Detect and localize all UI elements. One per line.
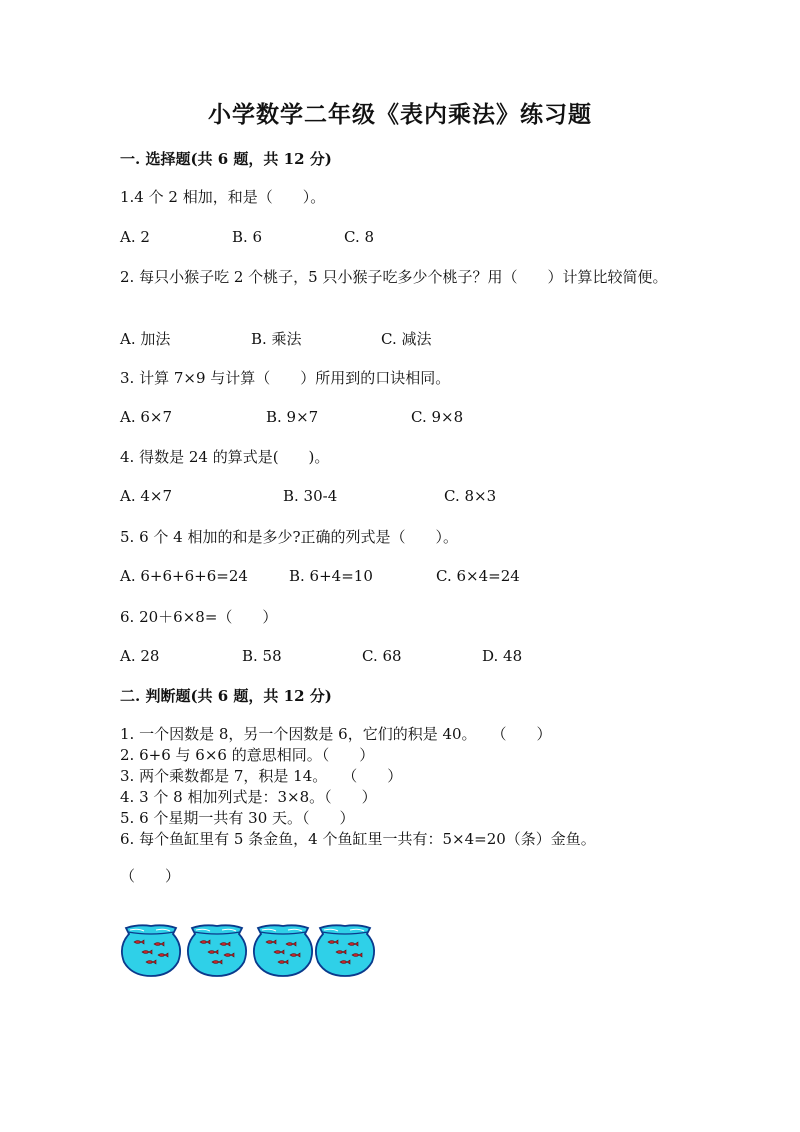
fishbowl-3: [254, 925, 312, 976]
option-1c: C. 8: [344, 228, 375, 246]
question-4: 4. 得数是 24 的算式是( )。: [120, 448, 330, 466]
judgement-item-6: 6. 每个鱼缸里有 5 条金鱼，4 个鱼缸里一共有：5×4=20（条）金鱼。: [120, 830, 596, 848]
option-5a: A. 6+6+6+6=24: [120, 567, 248, 585]
option-5c: C. 6×4=24: [436, 567, 520, 585]
section-heading-choice: 一. 选择题(共 6 题，共 12 分): [120, 150, 332, 168]
option-1b: B. 6: [232, 228, 263, 246]
section-heading-judgement: 二. 判断题(共 6 题，共 12 分): [120, 687, 332, 705]
judgement-item-1: 1. 一个因数是 8，另一个因数是 6，它们的积是 40。 （ ）: [120, 725, 552, 743]
option-6a: A. 28: [120, 647, 160, 665]
option-2b: B. 乘法: [251, 330, 302, 348]
judgement-item-3: 3. 两个乘数都是 7，积是 14。 （ ）: [120, 767, 403, 785]
option-3b: B. 9×7: [266, 408, 319, 426]
fishbowl-2: [188, 925, 246, 976]
option-4b: B. 30-4: [283, 487, 338, 505]
judgement-item-4: 4. 3 个 8 相加列式是：3×8。（ ）: [120, 788, 377, 806]
option-5b: B. 6+4=10: [289, 567, 373, 585]
option-4c: C. 8×3: [444, 487, 497, 505]
judgement-item-2: 2. 6+6 与 6×6 的意思相同。（ ）: [120, 746, 375, 764]
fishbowls-illustration: [120, 922, 390, 978]
fishbowl-1: [122, 925, 180, 976]
option-4a: A. 4×7: [120, 487, 173, 505]
option-6c: C. 68: [362, 647, 402, 665]
option-3a: A. 6×7: [120, 408, 173, 426]
question-1: 1.4 个 2 相加，和是（ ）。: [120, 188, 326, 206]
option-2a: A. 加法: [120, 330, 171, 348]
question-6: 6. 20＋6×8=（ ）: [120, 608, 278, 626]
question-3: 3. 计算 7×9 与计算（ ）所用到的口诀相同。: [120, 369, 451, 387]
option-3c: C. 9×8: [411, 408, 464, 426]
option-6d: D. 48: [482, 647, 523, 665]
option-2c: C. 减法: [381, 330, 432, 348]
judgement-item-5: 5. 6 个星期一共有 30 天。（ ）: [120, 809, 355, 827]
question-2: 2. 每只小猴子吃 2 个桃子，5 只小猴子吃多少个桃子？用（ ）计算比较简便。: [120, 268, 668, 286]
option-1a: A. 2: [120, 228, 150, 246]
fishbowl-4: [316, 925, 374, 976]
page-title: 小学数学二年级《表内乘法》练习题: [208, 101, 592, 128]
answer-blank: （ ）: [120, 867, 181, 885]
option-6b: B. 58: [242, 647, 282, 665]
question-5: 5. 6 个 4 相加的和是多少?正确的列式是（ ）。: [120, 528, 459, 546]
